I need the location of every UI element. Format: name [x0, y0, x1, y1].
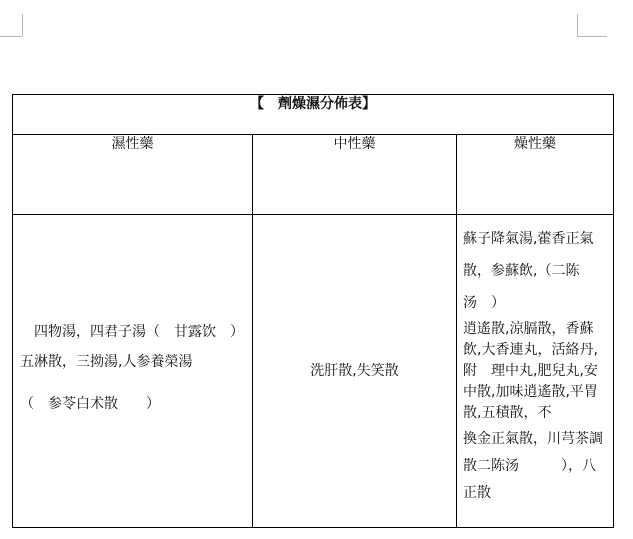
wet-line-1: 四物湯，四君子湯（ 甘露饮 ）	[34, 324, 244, 340]
crop-mark-top-left-horizontal	[0, 36, 22, 37]
content-row	[13, 215, 614, 528]
crop-mark-top-right-vertical	[577, 14, 578, 36]
wet-line-3: （ 参苓白术散 ）	[20, 396, 160, 412]
table-title: 【 劑燥濕分佈表】	[13, 95, 614, 135]
neutral-text: 洗肝散,失笑散	[310, 362, 399, 379]
moisture-distribution-table	[12, 94, 614, 528]
neutral-cell	[253, 215, 457, 528]
header-dry: 燥性藥	[457, 135, 614, 215]
dry-group-1: 蘇子降氣湯,藿香正氣散，参蘇飲,（二陈汤 ）	[463, 231, 594, 311]
crop-mark-top-right-horizontal	[577, 36, 607, 37]
header-wet: 濕性藥	[13, 135, 253, 215]
dry-cell	[457, 215, 614, 528]
title-row	[13, 95, 614, 135]
wet-cell	[13, 215, 253, 528]
dry-group-2: 逍遙散,涼膈散，香蘇飲,大香連丸，活絡丹,附 理中丸,肥兒丸,安中散,加味逍遙散,平胃散,五積散，不	[463, 321, 598, 421]
header-neutral: 中性藥	[253, 135, 457, 215]
crop-mark-top-left-vertical	[22, 14, 23, 36]
wet-line-2: 五淋散，三拗湯,人参養榮湯	[20, 354, 193, 370]
header-row	[13, 135, 614, 215]
dry-group-3: 換金正氣散，川芎茶調散二陈汤 ），八正散	[463, 431, 603, 501]
